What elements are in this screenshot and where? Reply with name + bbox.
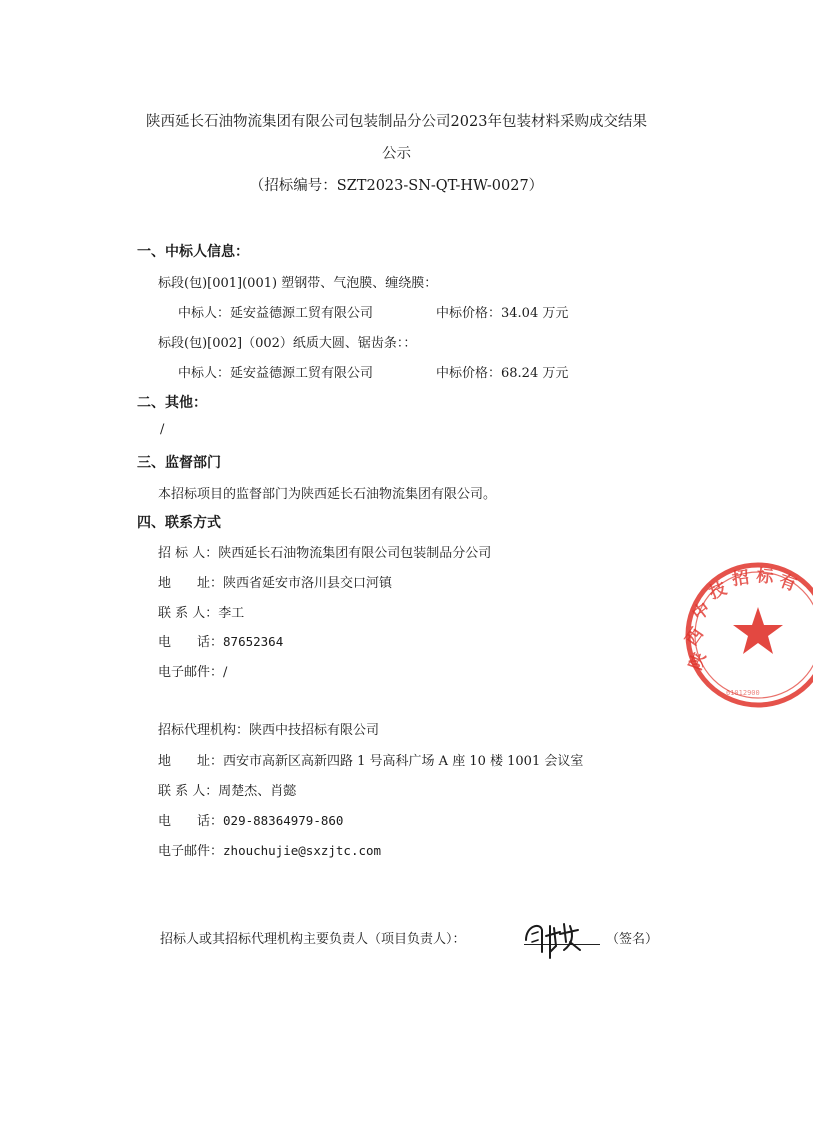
svg-text:西: 西: [681, 624, 708, 650]
svg-text:有: 有: [776, 570, 800, 596]
svg-text:陕: 陕: [685, 649, 711, 673]
buyer-name-label: 招 标 人：: [158, 546, 219, 561]
svg-text:标: 标: [755, 566, 775, 588]
agency-name-row: [158, 719, 379, 738]
buyer-name: 陕西延长石油物流集团有限公司包装制品分公司: [218, 546, 492, 561]
handwritten-signature: [520, 912, 600, 964]
buyer-contact-row: [158, 602, 244, 621]
agency-email: zhouchujie@sxzjtc.com: [223, 843, 382, 858]
buyer-email: /: [223, 665, 228, 680]
agency-phone: 029-88364979-860: [223, 813, 344, 828]
lot-2-winner: 中标人：延安益德源工贸有限公司: [178, 366, 374, 381]
buyer-contact-label: 联 系 人：: [158, 606, 219, 621]
title-line-1: 陕西延长石油物流集团有限公司包装制品分公司2023年包装材料采购成交结果: [146, 114, 647, 130]
agency-address-row: [158, 750, 583, 769]
buyer-phone: 87652364: [223, 634, 284, 649]
lot-2-price: 中标价格：68.24 万元: [436, 366, 569, 381]
lot-1-price: 中标价格：34.04 万元: [436, 306, 569, 321]
agency-email-label: 电子邮件：: [158, 844, 224, 859]
svg-text:61012900: 61012900: [726, 689, 760, 697]
buyer-phone-label: 电 话：: [158, 635, 224, 650]
lot-1-winner: 中标人：延安益德源工贸有限公司: [178, 306, 374, 321]
buyer-address-row: [158, 572, 392, 591]
buyer-address: 陕西省延安市洛川县交口河镇: [223, 576, 393, 591]
buyer-email-label: 电子邮件：: [158, 665, 224, 680]
section-contact-heading: 四、联系方式: [137, 515, 221, 531]
official-seal: [678, 555, 813, 715]
agency-contact-label: 联 系 人：: [158, 784, 219, 799]
lot-1-title: 标段(包)[001](001) 塑钢带、气泡膜、缠绕膜：: [158, 276, 438, 291]
title-line-2: 公示: [382, 146, 411, 162]
agency-contact-row: [158, 780, 296, 799]
signature-suffix: （签名）: [606, 932, 659, 947]
section-supervision-text: 本招标项目的监督部门为陕西延长石油物流集团有限公司。: [158, 487, 497, 502]
agency-contact: 周楚杰、肖懿: [218, 784, 297, 799]
lot-2-title: 标段(包)[002]（002）纸质大圆、锯齿条：：: [158, 336, 417, 351]
agency-email-row: [158, 840, 381, 859]
agency-name: 陕西中技招标有限公司: [249, 723, 380, 738]
section-other-heading: 二、其他：: [137, 395, 207, 411]
agency-address-label: 地 址：: [158, 754, 224, 769]
agency-phone-row: [158, 810, 343, 829]
buyer-contact: 李工: [218, 606, 245, 621]
buyer-address-label: 地 址：: [158, 576, 224, 591]
buyer-phone-row: [158, 631, 283, 650]
buyer-name-row: [158, 542, 491, 561]
section-winner-heading: 一、中标人信息：: [137, 244, 249, 260]
agency-phone-label: 电 话：: [158, 814, 224, 829]
signature-label: 招标人或其招标代理机构主要负责人（项目负责人）：: [160, 932, 466, 947]
agency-name-label: 招标代理机构：: [158, 723, 250, 738]
buyer-email-row: [158, 661, 227, 680]
section-other-text: /: [160, 422, 165, 437]
svg-text:中: 中: [688, 598, 715, 625]
svg-text:技: 技: [706, 578, 730, 604]
tender-number: （招标编号：SZT2023-SN-QT-HW-0027）: [249, 178, 544, 194]
svg-text:招: 招: [730, 567, 751, 590]
section-supervision-heading: 三、监督部门: [137, 455, 221, 471]
agency-address: 西安市高新区高新四路 1 号高科广场 A 座 10 楼 1001 会议室: [223, 754, 584, 769]
